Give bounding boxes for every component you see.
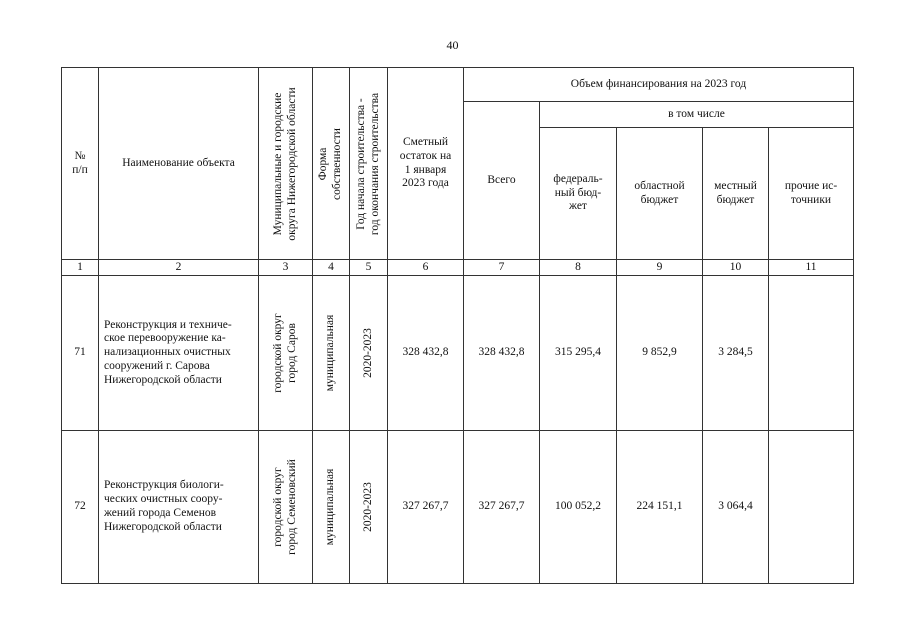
row-local: 3 064,4 — [703, 431, 769, 584]
page-number: 40 — [446, 38, 459, 52]
header-local: местный бюджет — [703, 128, 769, 260]
header-estimate: Сметный остаток на 1 января 2023 года — [388, 68, 464, 260]
row-estimate: 327 267,7 — [388, 431, 464, 584]
row-num: 71 — [62, 276, 99, 431]
column-number: 8 — [540, 260, 617, 276]
row-other — [769, 276, 854, 431]
row-federal: 100 052,2 — [540, 431, 617, 584]
column-number: 1 — [62, 260, 99, 276]
header-years: Год начала строительства - год окончания строительства — [350, 68, 388, 260]
header-federal: федераль- ный бюд- жет — [540, 128, 617, 260]
header-total: Всего — [464, 102, 540, 260]
header-name: Наименование объекта — [99, 68, 259, 260]
column-number: 4 — [313, 260, 350, 276]
header-regional: областной бюджет — [617, 128, 703, 260]
column-number: 9 — [617, 260, 703, 276]
row-years: 2020-2023 — [350, 431, 388, 584]
row-estimate: 328 432,8 — [388, 276, 464, 431]
column-number: 5 — [350, 260, 388, 276]
header-ownership: Форма собственности — [313, 68, 350, 260]
header-funding: Объем финансирования на 2023 год — [464, 68, 854, 102]
row-num: 72 — [62, 431, 99, 584]
column-number: 7 — [464, 260, 540, 276]
row-name: Реконструкция биологи- ческих очистных соору- жений города Семенов Нижегородской области — [99, 431, 259, 584]
row-other — [769, 431, 854, 584]
column-number: 6 — [388, 260, 464, 276]
row-municipal: городской округ город Саров — [259, 276, 313, 431]
row-municipal: городской округ город Семеновский — [259, 431, 313, 584]
row-total: 328 432,8 — [464, 276, 540, 431]
row-ownership: муниципальная — [313, 431, 350, 584]
row-ownership: муниципальная — [313, 276, 350, 431]
table-row — [62, 431, 854, 584]
financing-table — [61, 67, 854, 584]
header-other: прочие ис- точники — [769, 128, 854, 260]
row-regional: 9 852,9 — [617, 276, 703, 431]
row-local: 3 284,5 — [703, 276, 769, 431]
row-regional: 224 151,1 — [617, 431, 703, 584]
column-number: 3 — [259, 260, 313, 276]
table-row — [62, 276, 854, 431]
row-federal: 315 295,4 — [540, 276, 617, 431]
row-years: 2020-2023 — [350, 276, 388, 431]
header-num: № п/п — [62, 68, 99, 260]
header-including: в том числе — [540, 102, 854, 128]
column-numbers-row — [62, 260, 854, 276]
column-number: 2 — [99, 260, 259, 276]
column-number: 10 — [703, 260, 769, 276]
row-total: 327 267,7 — [464, 431, 540, 584]
column-number: 11 — [769, 260, 854, 276]
header-municipal: Муниципальные и городские округа Нижегородской области — [259, 68, 313, 260]
row-name: Реконструкция и техниче- ское перевооружение ка- нализационных очистных сооружений г. Сарова Нижегородской области — [99, 276, 259, 431]
